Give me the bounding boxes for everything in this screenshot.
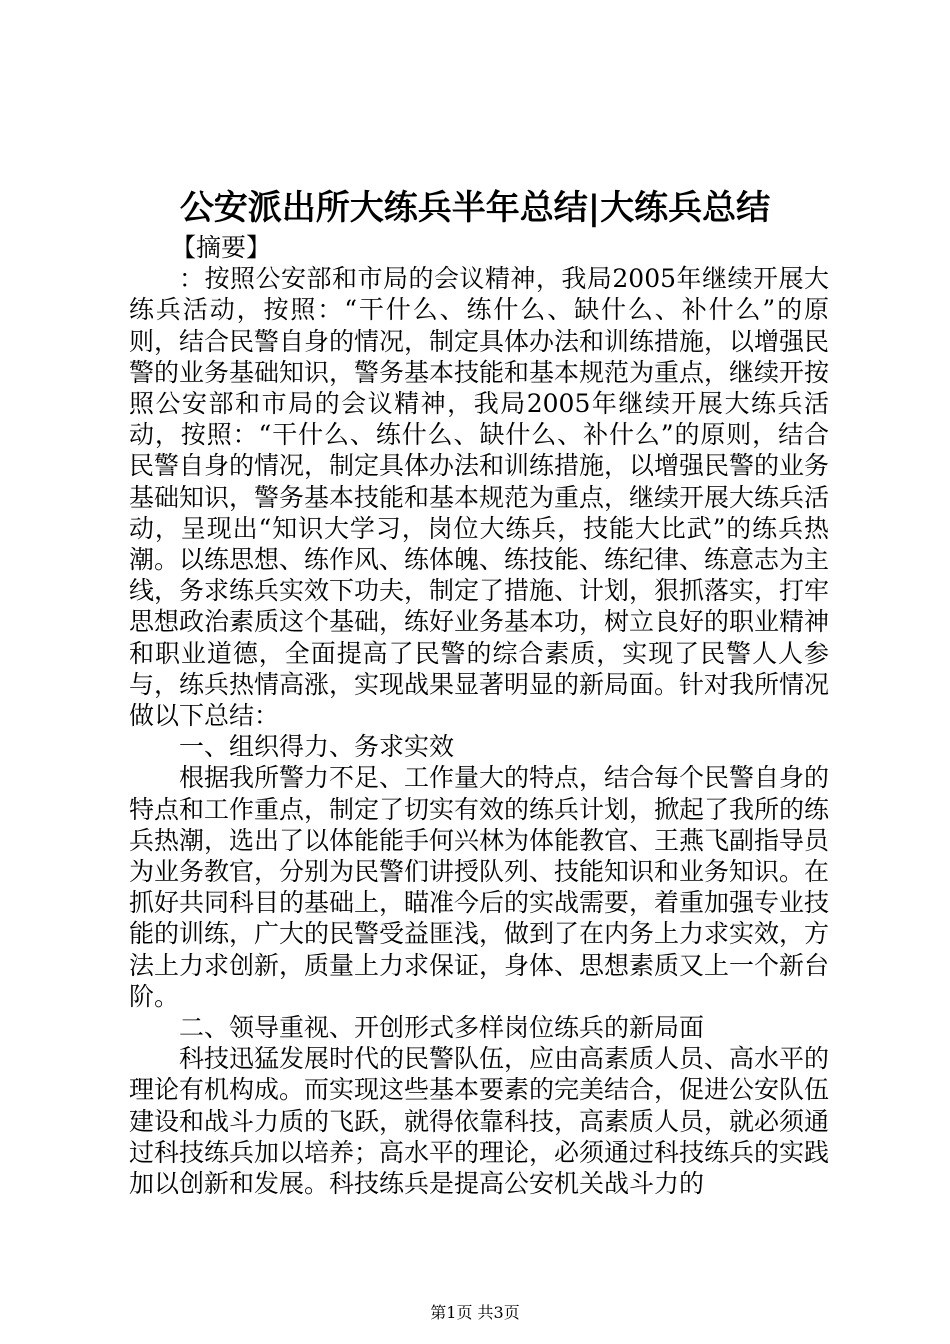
section-paragraph-2: 科技迅猛发展时代的民警队伍，应由高素质人员、高水平的理论有机构成。而实现这些基本要素的完美结合，促进公安队伍建设和战斗力质的飞跃，就得依靠科技，高素质人员，就必须通过科技练兵加以培养；高水平的理论，必须通过科技练兵的实践加以创新和发展。科技练兵是提高公安机关战斗力的 [129,1044,830,1199]
section-heading-2: 二、领导重视、开创形式多样岗位练兵的新局面 [179,1013,705,1043]
abstract-label: 【摘要】 [171,233,272,262]
abstract-paragraph: ：按照公安部和市局的会议精神，我局2005年继续开展大练兵活动，按照：“干什么、练什么、缺什么、补什么”的原则，结合民警自身的情况，制定具体办法和训练措施，以增强民警的业务基础知识，警务基本技能和基本规范为重点，继续开按照公安部和市局的会议精神，我局2005年继续开展大练兵活动，按照：“干什么、练什么、缺什么、补什么”的原则，结合民警自身的情况，制定具体办法和训练措施，以增强民警的业务基础知识，警务基本技能和基本规范为重点，继续开展大练兵活动，呈现出“知识大学习，岗位大练兵，技能大比武”的练兵热潮。以练思想、练作风、练体魄、练技能、练纪律、练意志为主线，务求练兵实效下功夫，制定了措施、计划，狠抓落实，打牢思想政治素质这个基础，练好业务基本功，树立良好的职业精神和职业道德，全面提高了民警的综合素质，实现了民警人人参与，练兵热情高涨，实现战果显著明显的新局面。针对我所情况做以下总结： [129,264,830,731]
document-body [129,232,829,1199]
page-footer: 第1页 共3页 [430,1303,520,1322]
section-paragraph-1: 根据我所警力不足、工作量大的特点，结合每个民警自身的特点和工作重点，制定了切实有效的练兵计划，掀起了我所的练兵热潮，选出了以体能能手何兴林为体能教官、王燕飞副指导员为业务教官，分别为民警们讲授队列、技能知识和业务知识。在抓好共同科目的基础上，瞄准今后的实战需要，着重加强专业技能的训练，广大的民警受益匪浅，做到了在内务上力求实效，方法上力求创新，质量上力求保证，身体、思想素质又上一个新台阶。 [129,763,830,1011]
section-heading-1: 一、组织得力、务求实效 [179,732,455,762]
document-title: 公安派出所大练兵半年总结|大练兵总结 [179,188,771,228]
